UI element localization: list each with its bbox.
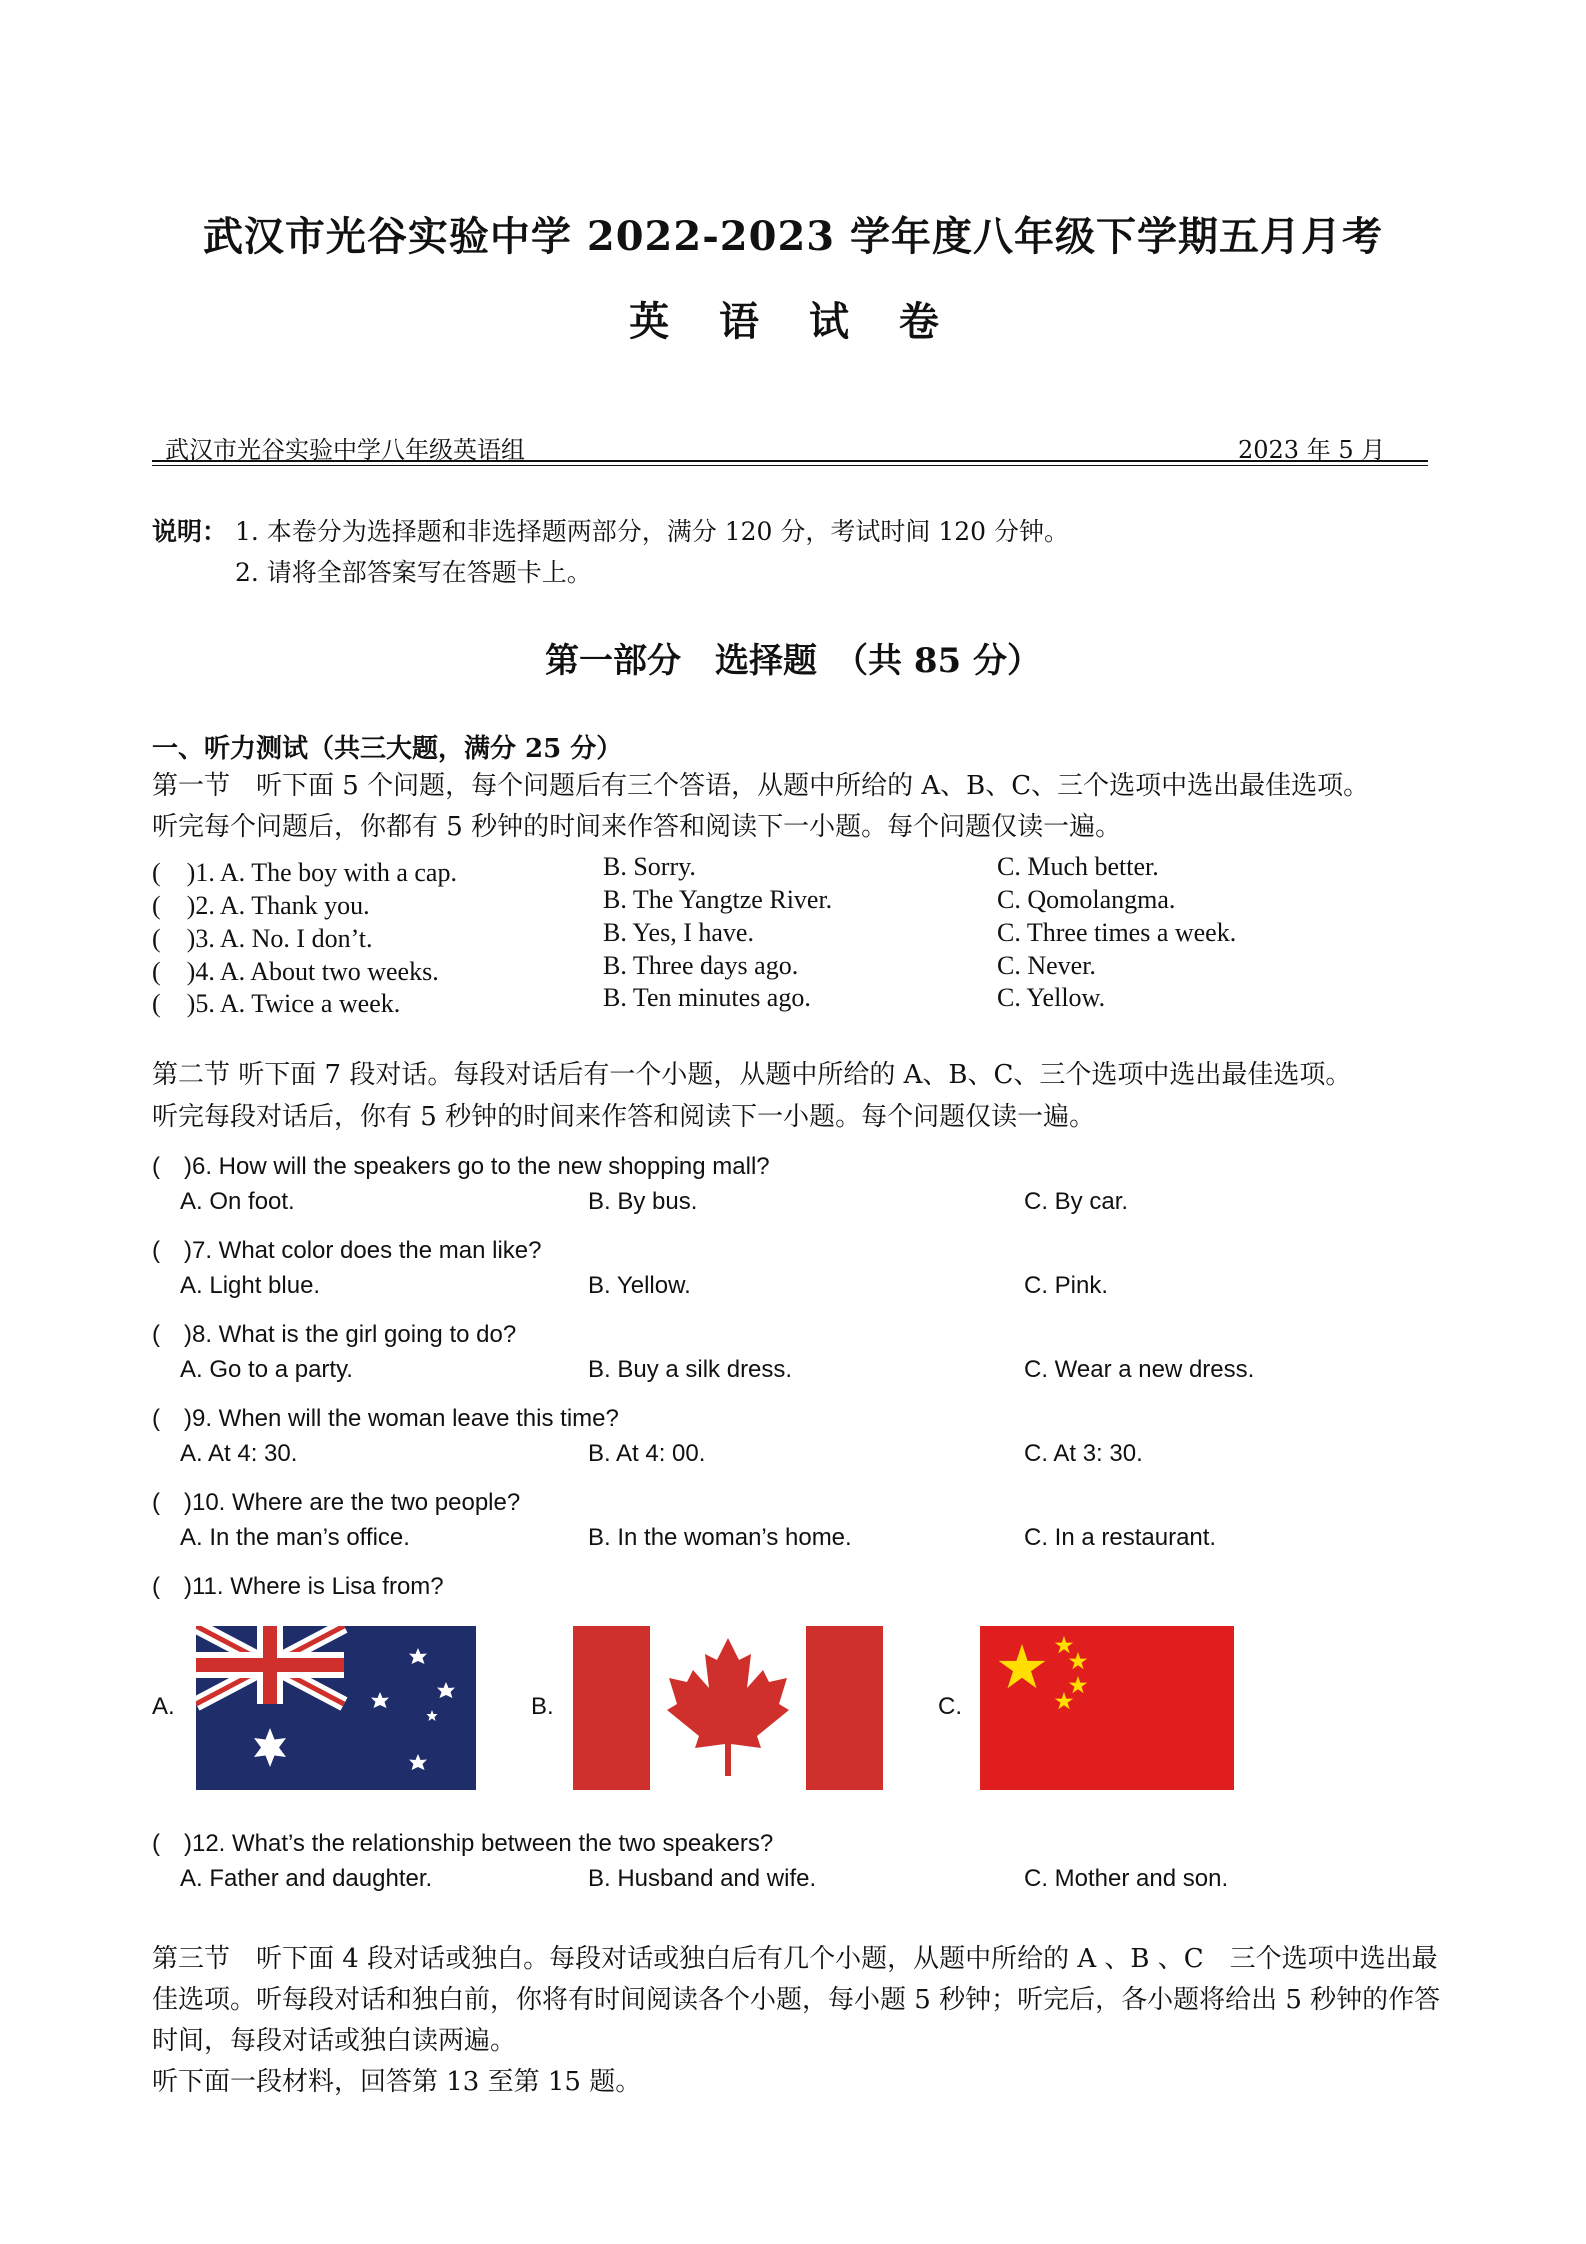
q8-question: ( )8. What is the girl going to do? — [152, 1321, 517, 1348]
q10-question: ( )10. Where are the two people? — [152, 1489, 521, 1516]
instructions-line-2: 2. 请将全部答案写在答题卡上。 — [235, 558, 592, 587]
q11-label-a: A. — [152, 1693, 175, 1720]
header-rule-top — [152, 460, 1428, 462]
q11-label-c: C. — [938, 1693, 962, 1720]
instructions-line-1: 1. 本卷分为选择题和非选择题两部分，满分 120 分，考试时间 120 分钟。 — [235, 517, 1070, 546]
q2-option-a: ( )2. A. Thank you. — [152, 891, 370, 920]
q9-question: ( )9. When will the woman leave this time? — [152, 1405, 619, 1432]
section1-instruction-1: 第一节 听下面 5 个问题，每个问题后有三个答语，从题中所给的 A、B、C、三个选项中选出最佳选项。 — [152, 771, 1370, 801]
q3-option-b: B. Yes, I have. — [603, 918, 754, 947]
header-date: 2023 年 5 月 — [1238, 436, 1386, 464]
q1-option-b: B. Sorry. — [603, 852, 696, 881]
q9-option-a: A. At 4: 30. — [180, 1440, 298, 1467]
section3-material-note: 听下面一段材料，回答第 13 至第 15 题。 — [152, 2067, 642, 2097]
q10-option-a: A. In the man’s office. — [180, 1524, 410, 1551]
section3-instruction: 第三节 听下面 4 段对话或独白。每段对话或独白后有几个小题，从题中所给的 A 、B 、C 三个选项中选出最佳选项。听每段对话和独白前，你将有时间阅读各个小题，每小题 5 秒钟；听完后，各小题将给出 5 秒钟的作答时间，每段对话或独白读两遍。 — [152, 1944, 1441, 2056]
section1-instruction-2: 听完每个问题后，你都有 5 秒钟的时间来作答和阅读下一小题。每个问题仅读一遍。 — [152, 812, 1122, 842]
q11-label-b: B. — [531, 1693, 554, 1720]
q4-option-a: ( )4. A. About two weeks. — [152, 957, 439, 986]
q9-option-b: B. At 4: 00. — [588, 1440, 706, 1467]
q4-option-c: C. Never. — [997, 951, 1096, 980]
q8-option-a: A. Go to a party. — [180, 1356, 353, 1383]
instructions-label: 说明： — [152, 517, 228, 546]
q7-question: ( )7. What color does the man like? — [152, 1237, 542, 1264]
q6-question: ( )6. How will the speakers go to the new shopping mall? — [152, 1153, 770, 1180]
q6-option-a: A. On foot. — [180, 1188, 295, 1215]
exam-subtitle: 英 语 试 卷 — [629, 298, 957, 345]
q1-option-a: ( )1. A. The boy with a cap. — [152, 858, 457, 887]
q4-option-b: B. Three days ago. — [603, 951, 799, 980]
q8-option-c: C. Wear a new dress. — [1024, 1356, 1255, 1383]
q3-option-a: ( )3. A. No. I don’t. — [152, 924, 373, 953]
q12-question: ( )12. What’s the relationship between the two speakers? — [152, 1830, 774, 1857]
australia-flag-icon — [196, 1626, 476, 1790]
q10-option-c: C. In a restaurant. — [1024, 1524, 1217, 1551]
q5-option-c: C. Yellow. — [997, 983, 1106, 1012]
header-organization: 武汉市光谷实验中学八年级英语组 — [165, 436, 525, 464]
q9-option-c: C. At 3: 30. — [1024, 1440, 1143, 1467]
q10-option-b: B. In the woman’s home. — [588, 1524, 852, 1551]
q12-option-b: B. Husband and wife. — [588, 1865, 817, 1892]
q1-option-c: C. Much better. — [997, 852, 1159, 881]
part-one-title: 第一部分 选择题 （共 85 分） — [545, 641, 1041, 681]
q3-option-c: C. Three times a week. — [997, 918, 1237, 947]
q7-option-a: A. Light blue. — [180, 1272, 321, 1299]
q2-option-c: C. Qomolangma. — [997, 885, 1176, 914]
canada-flag-icon — [573, 1626, 883, 1790]
q7-option-b: B. Yellow. — [588, 1272, 691, 1299]
listening-section-title: 一、听力测试（共三大题，满分 25 分） — [152, 734, 623, 764]
section2-instruction-2: 听完每段对话后，你有 5 秒钟的时间来作答和阅读下一小题。每个问题仅读一遍。 — [152, 1102, 1096, 1132]
q7-option-c: C. Pink. — [1024, 1272, 1109, 1299]
q2-option-b: B. The Yangtze River. — [603, 885, 833, 914]
china-flag-icon — [980, 1626, 1234, 1790]
q6-option-c: C. By car. — [1024, 1188, 1129, 1215]
q12-option-a: A. Father and daughter. — [180, 1865, 433, 1892]
header-rule-bottom — [152, 465, 1428, 466]
q8-option-b: B. Buy a silk dress. — [588, 1356, 793, 1383]
q11-question: ( )11. Where is Lisa from? — [152, 1573, 444, 1600]
q5-option-a: ( )5. A. Twice a week. — [152, 989, 401, 1018]
q12-option-c: C. Mother and son. — [1024, 1865, 1229, 1892]
section2-instruction-1: 第二节 听下面 7 段对话。每段对话后有一个小题，从题中所给的 A、B、C、三个选项中选出最佳选项。 — [152, 1060, 1352, 1090]
exam-title: 武汉市光谷实验中学 2022-2023 学年度八年级下学期五月月考 — [202, 213, 1384, 260]
q5-option-b: B. Ten minutes ago. — [603, 983, 811, 1012]
q6-option-b: B. By bus. — [588, 1188, 698, 1215]
